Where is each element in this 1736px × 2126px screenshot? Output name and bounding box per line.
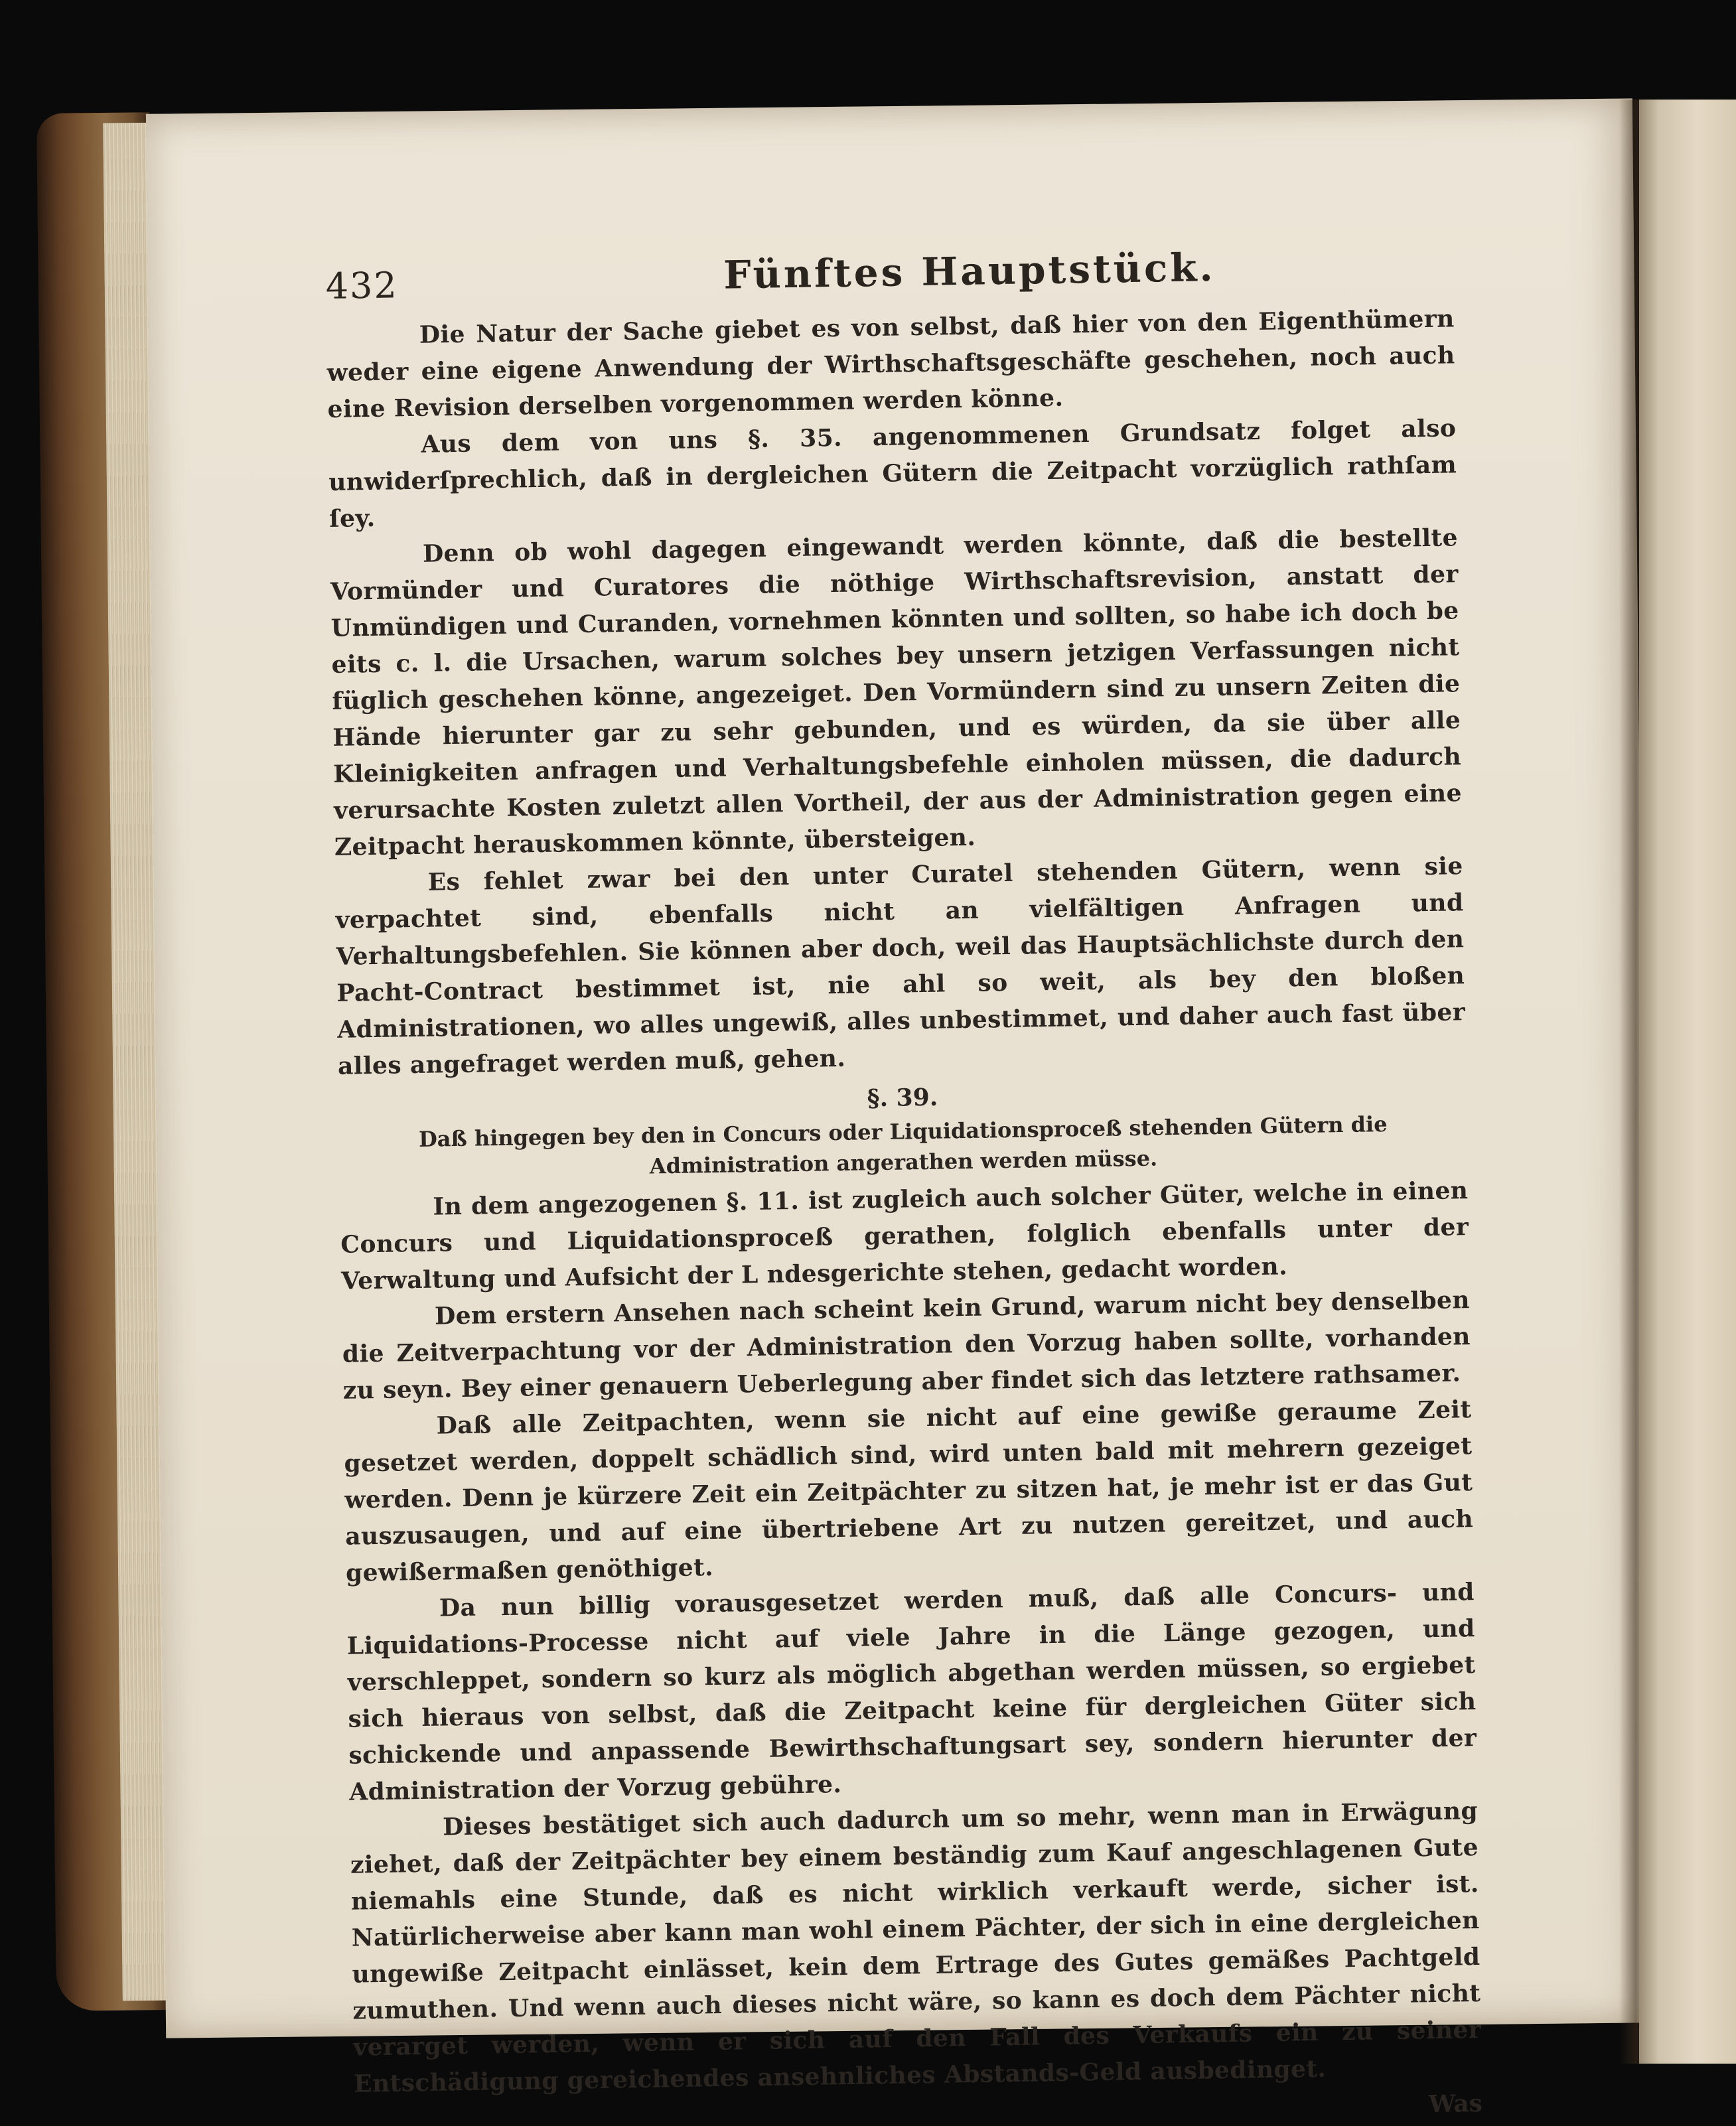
catchword: Was — [1428, 2089, 1483, 2119]
paragraph: Da nun billig vorausgesetzet werden muß, daß alle Concurs- und Liquidations-Processe nicht auf viele Jahre in die Länge gezogen, und verschleppet, sondern so kurz als möglich abgethan werden müssen, so ergiebet sich hieraus von selbst, daß die Zeitpacht keine für dergleichen Güter sich schickende und anpassende Bewirthschaftungsart sey, sondern hierunter der Administration der Vorzug gebühre. — [346, 1578, 1477, 1806]
paragraph: Dem erstern Ansehen nach scheint kein Grund, warum nicht bey denselben die Zeitverpachtung vor der Administration den Vorzug haben sollte, vorhanden zu seyn. Bey einer genauern Ueberlegung aber findet sich das letztere rathsamer. — [342, 1286, 1471, 1405]
paragraph: In dem angezogenen §. 11. ist zugleich auch solcher Güter, welche in einen Concurs und Liquidationsproceß gerathen, folglich ebenfalls unter der Verwaltung und Aufsicht der L ndesgerichte stehen, gedacht worden. — [340, 1176, 1469, 1295]
paragraph: Die Natur der Sache giebet es von selbst, daß hier von den Eigenthümern weder eine eigene Anwendung der Wirthschaftsgeschäfte geschehen, noch auch eine Revision derselben vorgenommen werden könne. — [326, 305, 1455, 423]
running-head: Fünftes Hauptstück. — [723, 244, 1216, 298]
paragraph: Dieses bestätiget sich auch dadurch um so mehr, wenn man in Erwägung ziehet, daß der Zeitpächter bey einem beständig zum Kauf angeschlagenen Gute niemahls eine Stunde, daß es nicht wirklich verkauft werde, sicher ist. Natürlicherweise aber kann man wohl einem Pächter, der sich in eine dergleichen ungewiße Zeitpacht einlässet, kein dem Ertrage des Gutes gemäßes Pachtgeld zumuthen. Und wenn auch dieses nicht wäre, so kann es doch dem Pächter nicht verarget werden, wenn er sich auf den Fall des Verkaufs ein zu seiner Entschädigung gereichendes ansehnliches Abstands-Geld ausbedinget. — [350, 1797, 1482, 2098]
paragraph: Aus dem von uns §. 35. angenommenen Grundsatz folget also unwiderſprechlich, daß in dergleichen Gütern die Zeitpacht vorzüglich rathſam ſey. — [328, 414, 1457, 533]
section-title: Daß hingegen bey den in Concurs oder Liquidationsproceß stehenden Gütern die Administration angerathen werden müsse. — [418, 1111, 1388, 1179]
paragraph: Es fehlet zwar bei den unter Curatel stehenden Gütern, wenn sie verpachtet sind, ebenfalls nicht an vielfältigen Anfragen und Verhaltungsbefehlen. Sie können aber doch, weil das Hauptsächlichste durch den Pacht-Contract bestimmet ist, nie ahl so weit, als bey den bloßen Administrationen, wo alles ungewiß, alles unbestimmet, und daher auch fast über alles angefraget werden muß, gehen. — [335, 852, 1466, 1080]
paragraph: Daß alle Zeitpachten, wenn sie nicht auf eine gewiße geraume Zeit gesetzet werden, doppelt schädlich sind, wird unten bald mit mehrern gezeiget werden. Denn je kürzere Zeit ein Zeitpächter zu sitzen hat, je mehr ist er das Gut auszusaugen, und auf eine übertriebene Art zu nutzen gereitzet, und auch gewißermaßen genöthiget. — [344, 1395, 1474, 1587]
paragraph: Denn ob wohl dagegen eingewandt werden könnte, daß die bestellte Vormünder und Curatores die nöthige Wirthschaftsrevision, anstatt der Unmündigen und Curanden, vornehmen könnten und sollten, so habe ich doch be eits c. l. die Ursachen, warum solches bey unsern jetzigen Verfassungen nicht füglich geschehen könne, angezeiget. Den Vormündern sind zu unsern Zeiten die Hände hierunter gar zu sehr gebunden, und es würden, da sie über alle Kleinigkeiten anfragen und Verhaltungsbefehle einholen müssen, die dadurch verursachte Kosten zuletzt allen Vortheil, der aus der Administration gegen eine Zeitpacht herauskommen könnte, übersteigen. — [330, 524, 1463, 861]
facing-page-edge — [1639, 100, 1736, 2064]
page-text — [325, 241, 1483, 2126]
section-number: §. 39. — [867, 1083, 938, 1113]
page-number: 432 — [325, 264, 399, 307]
